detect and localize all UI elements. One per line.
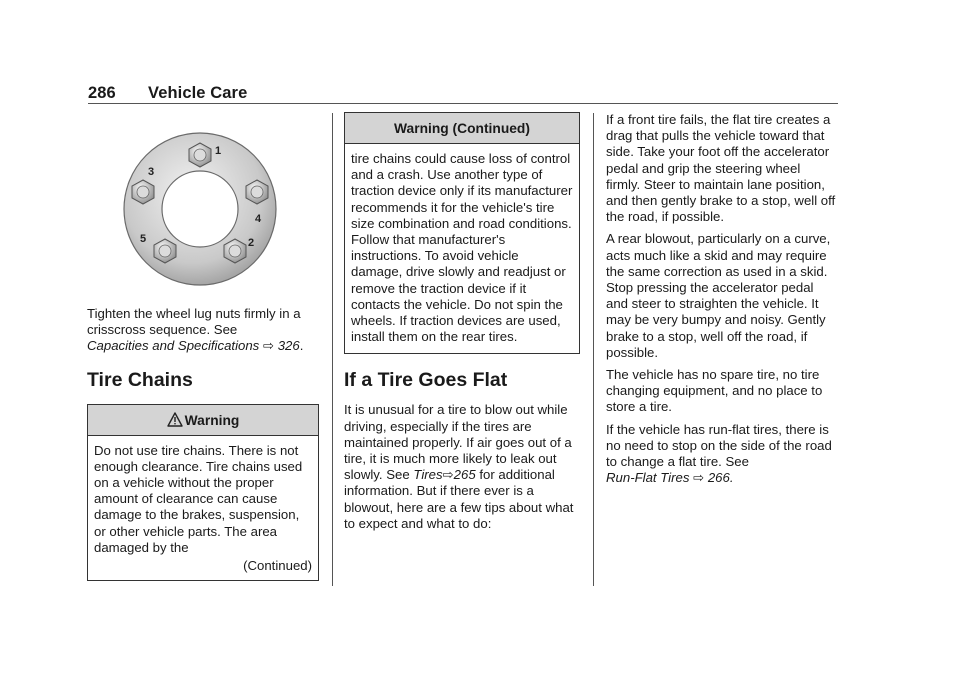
- lug-label-5: 5: [140, 233, 147, 245]
- warning-box-header: Warning: [88, 405, 318, 436]
- column-divider-1: [332, 113, 333, 586]
- tires-link[interactable]: Tires: [413, 467, 443, 483]
- page-ref-arrow-icon: ⇨: [442, 467, 454, 483]
- wheel-hub-illustration: [120, 129, 280, 289]
- front-tire-paragraph: If a front tire fails, the flat tire creates a drag that pulls the vehicle toward that side. Take your foot off the accelerator pedal and grip the steering wheel firmly. Steer to maintain lane position, and then gently brake to a stop, well off the road, if possible.: [606, 112, 836, 225]
- page-ref-arrow-icon: ⇨: [693, 470, 705, 486]
- run-flat-page[interactable]: 266: [707, 470, 730, 486]
- warning-continued-box: [344, 112, 580, 354]
- column-2: [344, 112, 580, 538]
- column-1: [87, 112, 319, 581]
- warning-continued-header: Warning (Continued): [345, 113, 579, 144]
- header-rule: [88, 103, 838, 104]
- capacities-page[interactable]: 326: [277, 338, 300, 354]
- lug-nut-paragraph: Tighten the wheel lug nuts firmly in a crisscross sequence. See Capacities and Specifications ⇨ 326.: [87, 306, 304, 354]
- tires-page[interactable]: 265: [453, 467, 476, 483]
- flat-tire-heading: If a Tire Goes Flat: [344, 369, 508, 392]
- run-flat-link[interactable]: Run-Flat Tires: [606, 470, 690, 486]
- warning-continued-body: tire chains could cause loss of control and a crash. Use another type of traction device only if its manufacturer recommends it for the vehicle's tire size combination and road conditions. Follow that manufacturer's instructions. To avoid vehicle damage, drive slowly and readjust or remove the traction device if it contacts the vehicle. Do not spin the wheels. If traction devices are used, install them on the rear tires.: [351, 151, 573, 345]
- capacities-link[interactable]: Capacities and Specifications: [87, 338, 260, 354]
- column-3: [606, 112, 838, 492]
- continued-label: (Continued): [243, 558, 312, 574]
- no-spare-paragraph: The vehicle has no spare tire, no tire changing equipment, and no place to store a tire.: [606, 367, 823, 415]
- lug-label-2: 2: [248, 237, 255, 249]
- flat-tire-paragraph: It is unusual for a tire to blow out while driving, especially if the tires are maintained properly. If air goes out of a tire, it is much more likely to leak out slowly. See Tires⇨265 for additional information. But if there ever is a blowout, here are a few tips about what to expect and what to do:: [344, 402, 574, 531]
- page-ref-arrow-icon: ⇨: [262, 338, 275, 354]
- warning-triangle-icon: [167, 407, 183, 439]
- lug-label-1: 1: [215, 145, 222, 157]
- page-number: 286: [88, 84, 116, 102]
- warning-box: [87, 404, 319, 582]
- warning-box-body: Do not use tire chains. There is not enough clearance. Tire chains used on a vehicle without the proper amount of clearance can cause damage to the brakes, suspension, or other vehicle parts. The area damaged by the (Continued): [94, 442, 312, 574]
- run-flat-paragraph: If the vehicle has run-flat tires, there is no need to stop on the side of the road to change a flat tire. See Run-Flat Tires ⇨ 266.: [606, 421, 832, 486]
- tire-chains-heading: Tire Chains: [87, 368, 193, 391]
- column-divider-2: [593, 113, 594, 586]
- lug-nut-figure: [87, 112, 319, 302]
- section-title: Vehicle Care: [148, 84, 248, 102]
- lug-label-3: 3: [148, 166, 155, 178]
- page-header: [88, 84, 838, 103]
- lug-label-4: 4: [255, 213, 262, 225]
- rear-blowout-paragraph: A rear blowout, particularly on a curve, acts much like a skid and may require the same correction as used in a skid. Stop pressing the accelerator pedal and steer to straighten the vehicle. It may be very bumpy and noisy. Gently brake to a stop, well off the road, if possible.: [606, 231, 831, 360]
